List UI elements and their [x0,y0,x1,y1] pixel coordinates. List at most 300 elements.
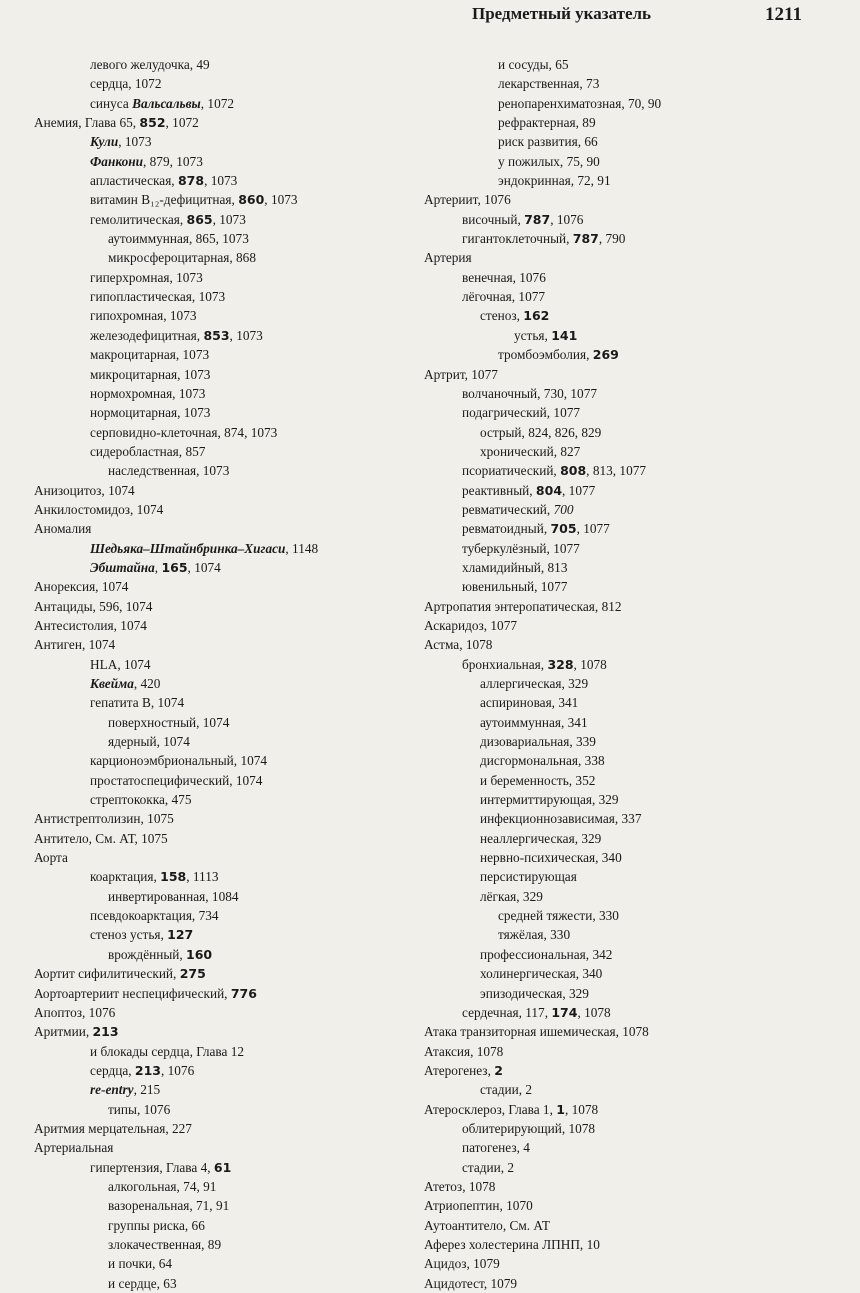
index-entry [424,1177,824,1196]
entry-text: Аорта [34,850,68,866]
entry-text: , 1076 [160,1062,195,1078]
entry-text: , 1073 [204,173,238,189]
index-entry [424,635,824,654]
index-entry [34,94,434,113]
index-entry [34,1022,434,1041]
entry-text: лёгочная, 1077 [462,289,546,305]
index-entry [424,1100,824,1119]
entry-text: аллергическая, 329 [480,676,589,691]
main-page-ref: 61 [213,1159,232,1175]
entry-text: Анемия, Глава 65, [34,115,140,131]
entry-text: , 1078 [577,1004,611,1020]
running-title: Предметный указатель [472,4,652,23]
main-page-ref: 2 [494,1062,503,1078]
entry-text: левого желудочка, 49 [90,57,210,72]
index-entry [424,1080,824,1099]
entry-text: , 1077 [576,521,610,537]
entry-text: нормоцитарная, 1073 [90,405,211,421]
index-entry [34,848,434,867]
main-page-ref: 328 [547,656,574,672]
index-entry [424,558,824,577]
index-entry [34,74,434,93]
entry-text: железодефицитная, [90,327,204,343]
index-entry [424,790,824,809]
index-entry [424,423,824,442]
index-entry [424,171,824,190]
entry-text: Антесистолия, 1074 [34,617,147,633]
index-entry [34,1274,434,1293]
entry-text: тромбоэмболия, [498,347,593,363]
main-page-ref: 160 [186,946,213,962]
entry-text: Антиген, 1074 [34,637,116,653]
entry-text: сердца, [90,1062,135,1078]
index-entry [424,848,824,867]
main-page-ref: 174 [551,1004,578,1020]
entry-text: тяжёлая, 330 [498,927,571,943]
main-page-ref: 213 [134,1062,161,1078]
entry-text: рефрактерная, 89 [498,115,596,131]
index-entry [424,713,824,732]
entry-text: персистирующая [480,869,577,885]
index-entry [34,1216,434,1235]
entry-text: стеноз устья, [90,927,168,943]
main-page-ref: 158 [160,869,187,885]
index-entry [424,693,824,712]
entry-text: , 1072 [165,115,199,131]
index-entry [34,519,434,538]
index-entry [34,423,434,442]
index-entry [424,55,824,74]
entry-text: , 420 [133,676,161,691]
index-entry [34,190,434,209]
entry-text: Аферез холестерина ЛПНП, 10 [424,1236,600,1252]
index-entry [34,790,434,809]
index-entry [424,1274,824,1293]
index-entry [424,210,824,229]
eponym-term: Квейма [90,676,134,691]
index-entry [424,616,824,635]
index-entry [424,577,824,596]
index-entry [424,1254,824,1273]
main-page-ref: 787 [524,211,551,227]
entry-text: ревматический, [462,501,554,517]
entry-text: хронический, 827 [480,443,581,459]
entry-text: , 215 [133,1082,161,1098]
index-entry [424,809,824,828]
entry-text: дизовариальная, 339 [480,734,596,750]
entry-text: хламидийный, 813 [462,559,568,575]
entry-text: Артериит, 1076 [424,192,511,208]
entry-text: подагрический, 1077 [462,405,581,421]
index-column-right [424,55,824,1293]
index-entry [34,655,434,674]
main-page-ref: 865 [186,211,213,227]
entry-text: сердца, 1072 [90,76,162,92]
main-page-ref: 127 [167,927,194,943]
main-page-ref: 787 [572,231,599,247]
main-page-ref: 808 [560,463,587,479]
main-page-ref: 162 [523,308,550,324]
entry-text: стадии, 2 [462,1159,515,1175]
main-page-ref: 878 [177,173,205,189]
index-entry [424,132,824,151]
index-entry [424,1061,824,1080]
entry-text: 700 [553,501,574,517]
entry-text: аутоиммунная, 865, 1073 [108,231,249,247]
entry-text: неаллергическая, 329 [480,830,602,846]
index-entry [424,1196,824,1215]
entry-text: у пожилых, 75, 90 [498,153,600,169]
entry-text: Артрит, 1077 [424,366,498,382]
index-column-left [34,55,434,1293]
entry-text: Атаксия, 1078 [424,1043,504,1059]
index-entry [424,655,824,674]
entry-text: , 1073 [264,192,298,208]
entry-text: карционоэмбриональный, 1074 [90,753,268,769]
entry-text: холинергическая, 340 [480,966,603,982]
entry-text: алкогольная, 74, 91 [108,1178,217,1194]
entry-text: , 1073 [212,211,246,227]
entry-text: эпизодическая, 329 [480,985,589,1001]
index-entry [424,326,824,345]
entry-text: Артериальная [34,1140,114,1156]
index-entry [424,674,824,693]
entry-text: , 1077 [562,482,596,498]
index-entry [34,481,434,500]
index-entry [34,732,434,751]
entry-text: Апоптоз, 1076 [34,1004,116,1020]
index-entry [424,1138,824,1157]
entry-text: , [154,559,162,575]
index-entry [34,403,434,422]
index-entry [34,577,434,596]
entry-text: средней тяжести, 330 [498,908,619,924]
entry-text: , 1073 [118,134,152,150]
entry-text: лекарственная, 73 [498,76,600,92]
index-entry [34,1003,434,1022]
main-page-ref: 852 [139,115,166,131]
index-entry [424,229,824,248]
entry-text: апластическая, [90,173,178,189]
index-entry [424,1022,824,1041]
entry-text: простатоспецифический, 1074 [90,772,263,788]
entry-text: Артропатия энтеропатическая, 812 [424,598,622,614]
entry-text: ювенильный, 1077 [462,579,568,595]
entry-text: Аутоантитело, См. АТ [424,1217,550,1233]
entry-text: Антитело, См. АТ, 1075 [34,830,168,846]
entry-text: височный, [462,211,525,227]
index-entry [424,442,824,461]
index-entry [34,539,434,558]
index-entry [424,384,824,403]
entry-text: Аритмии, [34,1024,93,1040]
entry-text: Анорексия, 1074 [34,579,129,595]
index-entry [34,171,434,190]
entry-text: , 879, 1073 [143,153,203,169]
index-entry [34,887,434,906]
index-entry [34,635,434,654]
entry-text: синуса [90,95,133,111]
index-entry [424,287,824,306]
entry-text: , 1078 [573,656,607,672]
entry-text: ядерный, 1074 [108,734,190,750]
entry-text: Атеросклероз, Глава 1, [424,1101,557,1117]
main-page-ref: 1 [556,1101,565,1117]
main-page-ref: 860 [238,192,265,208]
entry-text: Астма, 1078 [424,637,493,653]
entry-text: , 1148 [285,540,319,556]
entry-text: и сердце, 63 [108,1275,177,1291]
entry-text: и сосуды, 65 [498,57,569,72]
index-entry [34,713,434,732]
entry-text: типы, 1076 [108,1101,171,1117]
entry-text: Атерогенез, [424,1062,495,1078]
index-entry [424,152,824,171]
index-entry [424,1216,824,1235]
index-entry [424,94,824,113]
entry-text: Антистрептолизин, 1075 [34,811,174,827]
entry-text: , 1072 [200,95,235,111]
main-page-ref: 804 [535,482,563,498]
index-entry [34,1061,434,1080]
index-entry [424,597,824,616]
entry-text: бронхиальная, [462,656,548,672]
entry-text: гепатита B, 1074 [90,695,185,711]
entry-text: , 790 [598,231,626,247]
entry-text: коарктация, [90,869,161,885]
entry-text: венечная, 1076 [462,269,546,285]
entry-text: устья, [514,327,552,343]
eponym-term: Шедьяка–Штайнбринка–Хигаси [90,540,286,556]
main-page-ref: 269 [592,347,619,363]
entry-text: врождённый, [108,946,187,962]
entry-text: гипопластическая, 1073 [90,289,226,305]
index-entry [34,442,434,461]
index-entry [424,1158,824,1177]
entry-text: риск развития, 66 [498,134,598,150]
index-entry [34,1196,434,1215]
entry-text: острый, 824, 826, 829 [480,424,602,440]
index-entry [424,481,824,500]
entry-text: лёгкая, 329 [480,888,543,904]
index-entry [424,887,824,906]
index-entry [34,461,434,480]
index-entry [424,190,824,209]
entry-text: , 1076 [550,211,584,227]
index-entry [424,906,824,925]
index-entry [424,500,824,519]
entry-text: злокачественная, 89 [108,1236,222,1252]
index-entry [34,558,434,577]
entry-text: аспириновая, 341 [480,695,579,711]
entry-text: гиперхромная, 1073 [90,269,203,285]
index-entry [34,616,434,635]
entry-text: Артерия [424,250,472,266]
entry-text: псевдокоарктация, 734 [90,908,219,924]
entry-text: наследственная, 1073 [108,463,230,479]
entry-text: гемолитическая, [90,211,187,227]
index-entry [424,925,824,944]
entry-text: интермиттирующая, 329 [480,792,619,808]
entry-text: Аортоартериит неспецифический, [34,985,231,1001]
index-entry [34,55,434,74]
main-page-ref: 165 [161,559,188,575]
entry-text: макроцитарная, 1073 [90,347,210,363]
entry-text: ренопаренхиматозная, 70, 90 [498,95,662,111]
entry-text: гигантоклеточный, [462,231,573,247]
entry-text: Атака транзиторная ишемическая, 1078 [424,1024,649,1040]
entry-text: Атриопептин, 1070 [424,1198,533,1214]
entry-text: HLA, 1074 [90,656,151,672]
entry-text: псориатический, [462,463,561,479]
index-entry [34,925,434,944]
index-entry [424,771,824,790]
entry-text: сердечная, 117, [462,1004,552,1020]
entry-text: Анизоцитоз, 1074 [34,482,135,498]
entry-text: патогенез, 4 [462,1140,530,1156]
index-entry [424,1042,824,1061]
entry-text: вазоренальная, 71, 91 [108,1198,230,1214]
index-entry [34,306,434,325]
entry-text: , 1073 [229,327,263,343]
main-page-ref: 141 [551,327,578,343]
index-entry [34,1177,434,1196]
entry-text: группы риска, 66 [108,1217,205,1233]
index-entry [34,1119,434,1138]
index-entry [34,597,434,616]
entry-text: Анкилостомидоз, 1074 [34,501,164,517]
index-entry [424,365,824,384]
entry-text: Аортит сифилитический, [34,966,180,982]
entry-text: инфекционнозависимая, 337 [480,811,642,827]
index-entry [424,945,824,964]
index-entry [424,964,824,983]
main-page-ref: 275 [179,966,206,982]
entry-text: серповидно-клеточная, 874, 1073 [90,424,278,440]
entry-text: микроцитарная, 1073 [90,366,211,382]
entry-text: Аномалия [34,521,92,537]
index-entry [34,945,434,964]
index-entry [424,829,824,848]
index-entry [424,306,824,325]
index-entry [34,693,434,712]
eponym-term: Кули [90,134,119,150]
index-entry [34,326,434,345]
index-entry [424,345,824,364]
entry-text: сидеробластная, 857 [90,443,206,459]
entry-text: стрептококка, 475 [90,792,192,808]
eponym-term: re-entry [90,1082,134,1098]
entry-text: дисгормональная, 338 [480,753,605,769]
entry-text: стеноз, [480,308,524,324]
index-entry [34,1042,434,1061]
index-entry [34,345,434,364]
index-entry [34,674,434,693]
index-entry [34,867,434,886]
index-entry [34,829,434,848]
entry-text: облитерирующий, 1078 [462,1120,596,1136]
index-entry [34,384,434,403]
index-entry [34,132,434,151]
eponym-term: Вальсальвы [132,95,201,111]
entry-text: нормохромная, 1073 [90,385,206,401]
entry-text: , 1113 [186,869,219,885]
index-entry [34,906,434,925]
entry-text: , 1078 [564,1101,599,1117]
entry-text: волчаночный, 730, 1077 [462,385,597,401]
index-entry [34,1254,434,1273]
entry-text: нервно-психическая, 340 [480,850,622,866]
main-page-ref: 705 [550,521,577,537]
entry-text: ревматоидный, [462,521,551,537]
index-entry [424,519,824,538]
entry-text: эндокринная, 72, 91 [498,173,611,189]
index-entry [34,287,434,306]
main-page-ref: 853 [203,327,230,343]
page-header [0,4,860,26]
index-entry [424,1003,824,1022]
main-page-ref: 213 [92,1024,119,1040]
index-entry [34,248,434,267]
index-entry [34,1100,434,1119]
index-entry [424,867,824,886]
index-entry [424,403,824,422]
entry-text: стадии, 2 [480,1082,533,1098]
index-entry [424,461,824,480]
eponym-term: Эбштайна [90,559,155,575]
index-entry [424,539,824,558]
entry-text: гипертензия, Глава 4, [90,1159,214,1175]
entry-text: профессиональная, 342 [480,946,613,962]
index-entry [34,152,434,171]
index-entry [34,984,434,1003]
entry-text: и беременность, 352 [480,772,596,788]
entry-text: Антациды, 596, 1074 [34,598,153,614]
entry-text: Аритмия мерцательная, 227 [34,1120,192,1136]
entry-text: реактивный, [462,482,536,498]
index-entry [424,74,824,93]
index-entry [424,1119,824,1138]
index-entry [34,771,434,790]
index-entry [424,751,824,770]
entry-text: инвертированная, 1084 [108,888,239,904]
entry-text: туберкулёзный, 1077 [462,540,580,556]
entry-text: и блокады сердца, Глава 12 [90,1043,245,1059]
index-entry [424,268,824,287]
eponym-term: Фанкони [90,153,143,169]
entry-text: Атетоз, 1078 [424,1178,496,1194]
entry-text: и почки, 64 [108,1256,173,1272]
index-entry [34,1138,434,1157]
index-entry [34,809,434,828]
entry-text: , 1074 [187,559,221,575]
index-entry [34,210,434,229]
main-page-ref: 776 [230,985,257,1001]
index-entry [424,984,824,1003]
index-entry [424,113,824,132]
entry-text: витамин B₁₂-дефицитная, [90,192,239,208]
index-entry [34,365,434,384]
index-entry [34,964,434,983]
index-entry [34,1235,434,1254]
index-entry [34,500,434,519]
index-entry [34,229,434,248]
entry-text: Аскаридоз, 1077 [424,617,518,633]
index-entry [424,1235,824,1254]
index-entry [34,751,434,770]
entry-text: аутоиммунная, 341 [480,714,588,730]
entry-text: , 813, 1077 [586,463,647,479]
